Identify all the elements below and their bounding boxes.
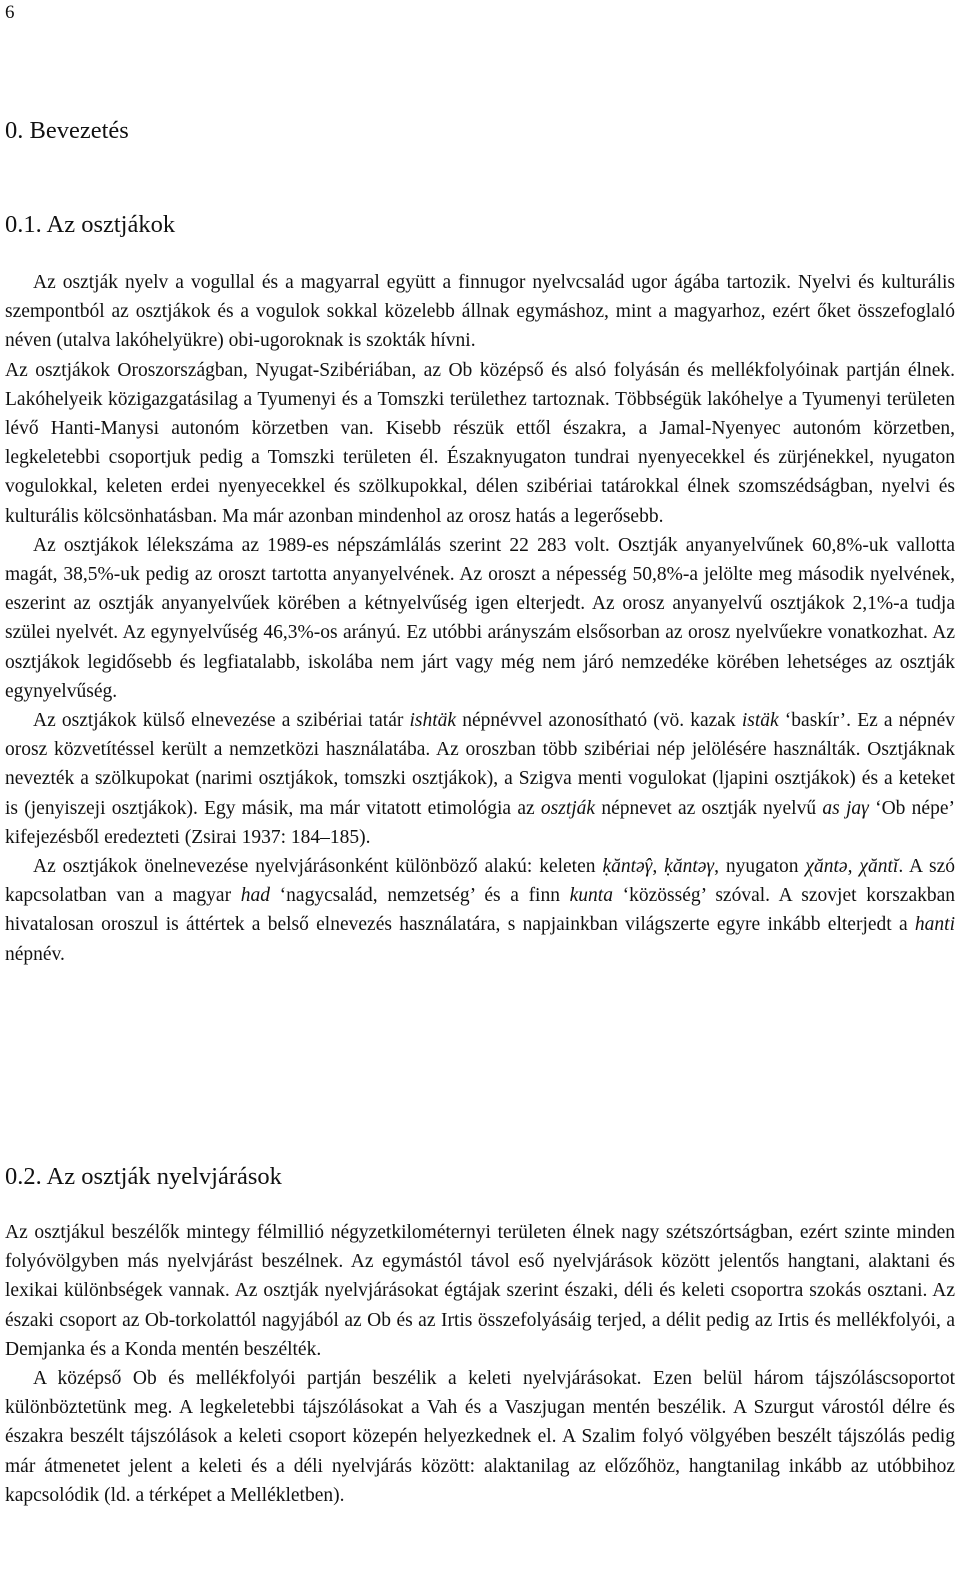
italic-term: ḳăntə̂γ, ḳăntəγ: [602, 856, 715, 878]
text-run: népnévvel azonosítható (vö. kazak: [456, 710, 742, 732]
italic-term: ishtäk: [409, 710, 457, 732]
italic-term: istäk: [741, 710, 779, 732]
italic-term: hanti: [914, 914, 955, 936]
section-title-ostyaks: 0.1. Az osztjákok: [5, 211, 176, 238]
text-run: ‘baskír’. Ez a népnév orosz közvetítéssel került a nemzetközi használatába. Az oroszban több szibériai nép jelölésére használták. Osztjáknak nevezték a szölkupokat (narimi osztjákok, tomszki osztjákok), a Szigva menti vogulokat (ljapini osztjákok) és a keteket is (jenyiszeji osztjákok). Egy másik, ma már vitatott etimológia az: [5, 710, 956, 819]
paragraph: [5, 706, 955, 852]
text-run: . A szó kapcsolatban van a magyar: [5, 856, 955, 907]
text-run: ‘Ob népe’ kifejezésből eredezteti (Zsirai 1937: 184–185).: [5, 797, 955, 848]
paragraph: A középső Ob és mellékfolyói partján beszélik a keleti nyelvjárásokat. Ezen belül három tájszóláscsoportot különböztetünk meg. A legkeletebbi tájszólásokat a Vah és a Vaszjugan mentén beszélik. A Szurgut várostól délre és északra beszélt tájszólások a keleti csoport közepén helyezkednek el. A Szalim folyó völgyében beszélt tájszólás pedig már átmenetet jelent a keleti és a déli nyelvjárás között: alaktanilag az előzőhöz, hangtanilag inkább az utóbbihoz kapcsolódik (ld. a térképet a Mellékletben).: [5, 1368, 955, 1506]
chapter-title: 0. Bevezetés: [5, 117, 129, 144]
section-title-dialects: 0.2. Az osztják nyelvjárások: [5, 1163, 282, 1190]
text-run: Az osztjákok önelnevezése nyelvjárásonként különböző alakú: keleten: [33, 856, 603, 878]
text-run: ‘nagycsalád, nemzetség’ és a finn: [270, 885, 570, 907]
page-number: 6: [5, 2, 15, 23]
paragraph: Az osztják nyelv a vogullal és a magyarral együtt a finnugor nyelvcsalád ugor ágába tartozik. Nyelvi és kulturális szempontból az osztjákok és a vogulok sokkal közelebb állnak egymáshoz, mint a magyarhoz, ezért őket összefoglaló néven (utalva lakóhelyükre) obi-ugoroknak is szokták hívni.: [5, 272, 955, 352]
paragraph: Az osztjákul beszélők mintegy félmillió négyzetkilométernyi területen élnek nagy szétszórtságban, ezért szinte minden folyóvölgyben más nyelvjárást beszélnek. Az egymástól távol eső nyelvjárások között jelentős hangtani, alaktani és lexikai különbségek vannak. Az osztják nyelvjárásokat égtájak szerint északi, déli és keleti csoportra szokás osztani. Az északi csoport az Ob-torkolattól nagyjából az Ob és az Irtis összefolyásáig terjed, a délit pedig az Irtis és mellékfolyói, a Demjanka és a Konda mentén beszélték.: [5, 1222, 955, 1360]
italic-term: had: [240, 885, 270, 907]
section-body-ostyaks: [5, 268, 955, 969]
italic-term: osztják: [540, 797, 596, 819]
paragraph: Az osztjákok Oroszországban, Nyugat-Szibériában, az Ob középső és alsó folyásán és mellékfolyóinak partján élnek. Lakóhelyeik közigazgatásilag a Tyumenyi és a Tomszki területhez tartoznak. Többségük lakóhelye a Tyumenyi területen lévő Hanti-Manysi autonóm körzetben van. Kisebb részük ettől északra, a Jamal-Nyenyec autonóm körzetben, legkeletebbi csoportjuk pedig a Tomszki területen él. Északnyugaton tundrai nyenyecekkel és zürjénekkel, nyugaton vogulokkal, keleten erdei nyenyecekkel és szölkupokkal, délen szibériai tatárokkal élnek szomszédságban, nyelvi és kulturális kölcsönhatásban. Ma már azonban mindenhol az orosz hatás a legerősebb.: [5, 359, 955, 527]
section-body-dialects: [5, 1218, 955, 1510]
italic-term: kunta: [569, 885, 613, 907]
text-run: ‘közösség’ szóval. A szovjet korszakban hivatalosan oroszul is áttértek a belső elnevezés használatára, s napjainkban világszerte egyre inkább elterjedt a: [5, 885, 955, 936]
text-run: népnév.: [5, 943, 65, 965]
text-run: Az osztjákok külső elnevezése a szibériai tatár: [33, 710, 410, 732]
paragraph: Az osztjákok lélekszáma az 1989-es népszámlálás szerint 22 283 volt. Osztják anyanyelvűnek 60,8%-uk vallotta magát, 38,5%-uk pedig az oroszt tartotta anyanyelvének. Az oroszt a népesség 50,8%-a jelölte meg második nyelvének, eszerint az osztják anyanyelvűek körében a kétnyelvűség igen elterjedt. Az orosz anyanyelvű osztjákok 2,1%-a tudja szülei nyelvét. Az egynyelvűség 46,3%-os arányú. Ez utóbbi arányszám elsősorban az orosz nyelvűekre vonatkozhat. Az osztjákok legidősebb és legfiatalabb, iskolába nem járt vagy még nem járó nemzedéke körében lehetséges az osztják egynyelvűség.: [5, 534, 955, 702]
italic-term: as jaγ: [822, 797, 869, 819]
paragraph: [5, 852, 955, 969]
italic-term: χăntə, χăntĭ: [805, 856, 899, 878]
text-run: népnevet az osztják nyelvű: [595, 797, 823, 819]
text-run: , nyugaton: [714, 856, 806, 878]
